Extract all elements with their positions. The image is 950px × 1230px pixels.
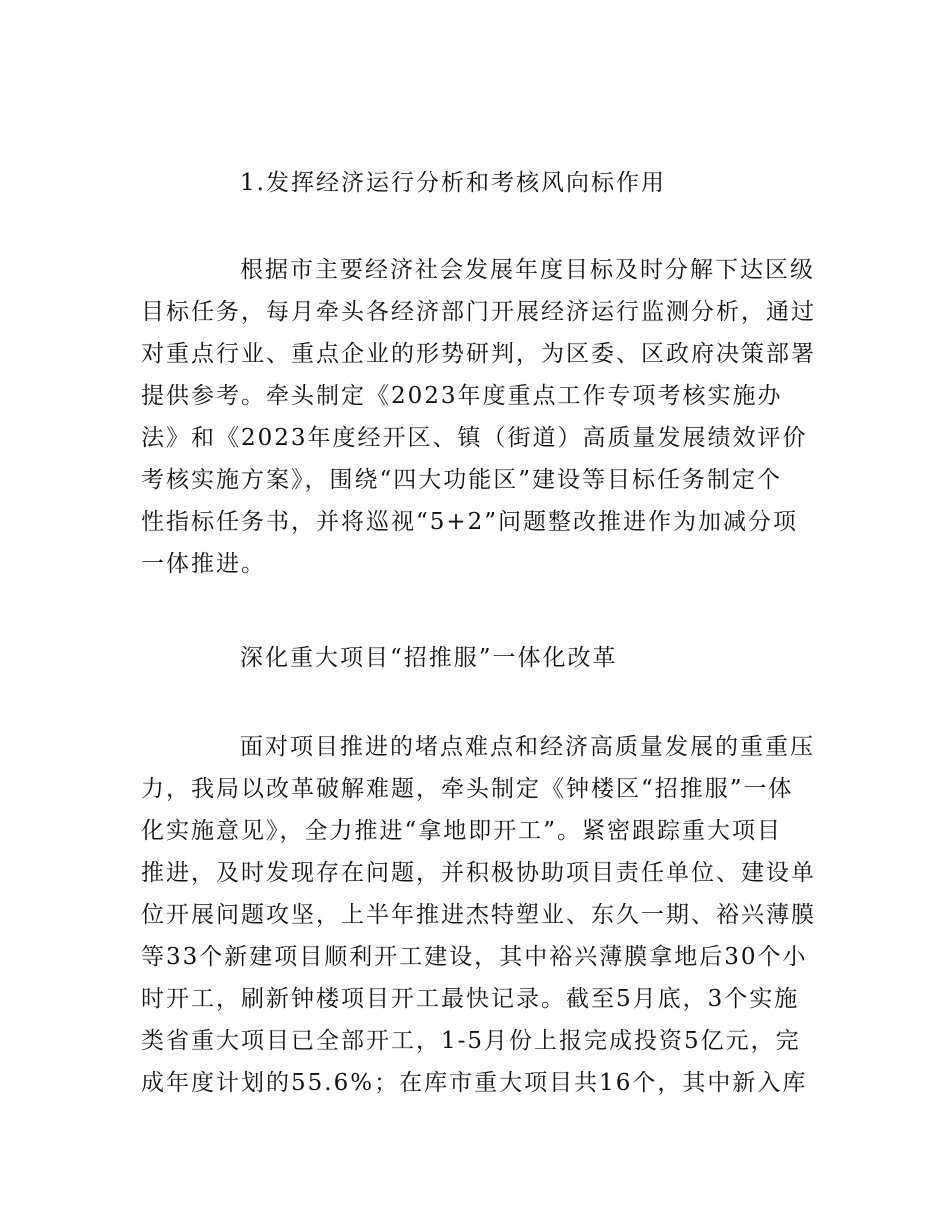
section1-line-7: 性指标任务书，并将巡视“5+2”问题整改推进作为加减分项	[141, 509, 799, 535]
section1-line-3: 对重点行业、重点企业的形势研判，为区委、区政府决策部署	[141, 341, 816, 367]
section2-line-1: 面对项目推进的堵点难点和经济高质量发展的重重压	[240, 734, 815, 760]
section2-line-7: 时开工，刷新钟楼项目开工最快记录。截至5月底，3个实施	[141, 986, 800, 1012]
section1-line-8: 一体推进。	[141, 551, 266, 577]
section2-line-8: 类省重大项目已全部开工，1-5月份上报完成投资5亿元，完	[141, 1028, 801, 1054]
section1-line-6: 考核实施方案》，围绕“四大功能区”建设等目标任务制定个	[141, 467, 783, 493]
section2-line-6: 等33个新建项目顺利开工建设，其中裕兴薄膜拿地后30个小	[141, 944, 808, 970]
section2-line-4: 推进，及时发现存在问题，并积极协助项目责任单位、建设单	[141, 860, 816, 886]
section1-line-1: 根据市主要经济社会发展年度目标及时分解下达区级	[240, 257, 815, 283]
section2-line-5: 位开展问题攻坚，上半年推进杰特塑业、东久一期、裕兴薄膜	[141, 902, 816, 928]
section1-line-5: 法》和《2023年度经开区、镇（街道）高质量发展绩效评价	[141, 425, 808, 451]
section2-line-9: 成年度计划的55.6%；在库市重大项目共16个，其中新入库	[141, 1070, 808, 1096]
section2-line-2: 力，我局以改革破解难题，牵头制定《钟楼区“招推服”一体	[141, 776, 794, 802]
section1-line-4: 提供参考。牵头制定《2023年度重点工作专项考核实施办	[141, 383, 783, 409]
section1-heading: 1.发挥经济运行分析和考核风向标作用	[240, 170, 666, 196]
section2-heading: 深化重大项目“招推服”一体化改革	[240, 645, 618, 671]
section2-line-3: 化实施意见》，全力推进“拿地即开工”。紧密跟踪重大项目	[141, 818, 783, 844]
section1-line-2: 目标任务，每月牵头各经济部门开展经济运行监测分析，通过	[141, 299, 816, 325]
